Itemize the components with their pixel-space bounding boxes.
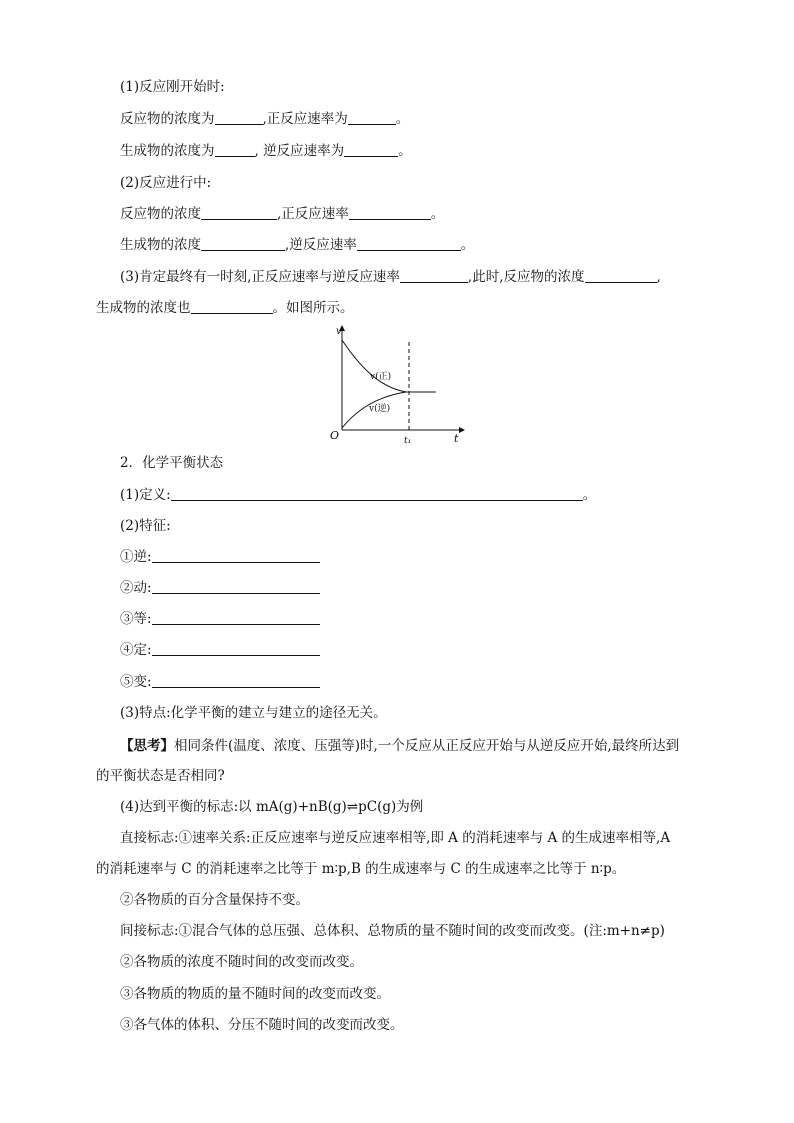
forward-rate-label: v(正)	[370, 372, 392, 382]
direct-mark-line3: ②各物质的百分含量保持不变。	[120, 892, 309, 908]
answer-blank[interactable]	[349, 205, 431, 220]
answer-blank[interactable]	[344, 142, 398, 157]
answer-blank[interactable]	[152, 548, 320, 563]
answer-blank[interactable]	[171, 486, 583, 501]
section-heading: 2．化学平衡状态	[120, 455, 224, 471]
direct-mark-line1: 直接标志:①速率关系:正反应速率与逆反应速率相等,即 A 的消耗速率与 A 的生成速率相等,A	[120, 830, 671, 846]
think-question-line2: 的平衡状态是否相同?	[96, 768, 225, 784]
feature-fixed: ④定:	[120, 641, 320, 659]
x-axis-label: t	[454, 432, 459, 445]
answer-blank[interactable]	[201, 236, 285, 251]
line-reactant-conc-progress: 反应物的浓度 ,正反应速率 。	[120, 206, 445, 222]
feature-reversible: ①逆:	[120, 548, 320, 566]
item-characteristic: (3)特点:化学平衡的建立与建立的途径无关。	[120, 705, 387, 721]
feature-change: ⑤变:	[120, 673, 320, 691]
answer-blank[interactable]	[152, 579, 320, 594]
item-features: (2)特征:	[120, 518, 171, 534]
origin-label: O	[330, 429, 340, 442]
indirect-mark-line1: 间接标志:①混合气体的总压强、总体积、总物质的量不随时间的改变而改变。(注:m+n≠p)	[120, 923, 665, 939]
think-tag: 【思考】	[120, 738, 174, 754]
reverse-rate-label: v(逆)	[369, 404, 391, 414]
answer-blank[interactable]	[201, 205, 277, 220]
line-reactant-conc-start: 反应物的浓度为 ,正反应速率为 。	[120, 111, 410, 127]
feature-dynamic: ②动:	[120, 579, 320, 597]
line-product-conc-start: 生成物的浓度为 , 逆反应速率为 。	[120, 143, 412, 159]
item-reaction-progress: (2)反应进行中:	[120, 175, 212, 191]
answer-blank[interactable]	[400, 268, 468, 283]
y-axis-label: v	[336, 326, 342, 337]
indirect-mark-line2: ②各物质的浓度不随时间的改变而改变。	[120, 954, 363, 970]
indirect-mark-line4: ③各气体的体积、分压不随时间的改变而改变。	[120, 1017, 404, 1033]
item-equilibrium-marks: (4)达到平衡的标志:以 mA(g)+nB(g)⇌pC(g)为例	[120, 799, 424, 815]
answer-blank[interactable]	[348, 110, 396, 125]
think-question-line1: 【思考】相同条件(温度、浓度、压强等)时,一个反应从正反应开始与从逆反应开始,最终所达到	[120, 738, 680, 754]
forward-rate-curve	[342, 340, 436, 392]
item-reaction-start: (1)反应刚开始时:	[120, 79, 225, 95]
line-product-conc-progress: 生成物的浓度 ,逆反应速率 。	[120, 237, 475, 253]
answer-blank[interactable]	[152, 673, 320, 688]
indirect-mark-line3: ③各物质的物质的量不随时间的改变而改变。	[120, 986, 390, 1002]
answer-blank[interactable]	[357, 236, 461, 251]
answer-blank[interactable]	[191, 299, 273, 314]
answer-blank[interactable]	[215, 142, 255, 157]
answer-blank[interactable]	[152, 610, 320, 625]
line-definition: (1)定义: 。	[120, 487, 597, 503]
feature-equal: ③等:	[120, 610, 320, 628]
answer-blank[interactable]	[585, 268, 657, 283]
line-product-conc-equilibrium: 生成物的浓度也 。如图所示。	[96, 300, 354, 316]
answer-blank[interactable]	[215, 110, 263, 125]
line-equilibrium-moment: (3)肯定最终有一时刻,正反应速率与逆反应速率 ,此时,反应物的浓度 ,	[120, 269, 661, 285]
rate-time-figure	[322, 322, 474, 446]
answer-blank[interactable]	[152, 641, 320, 656]
t1-label: t₁	[404, 436, 412, 446]
direct-mark-line2: 的消耗速率与 C 的消耗速率之比等于 m∶p,B 的生成速率与 C 的生成速率之比等于 n∶p。	[96, 861, 626, 877]
